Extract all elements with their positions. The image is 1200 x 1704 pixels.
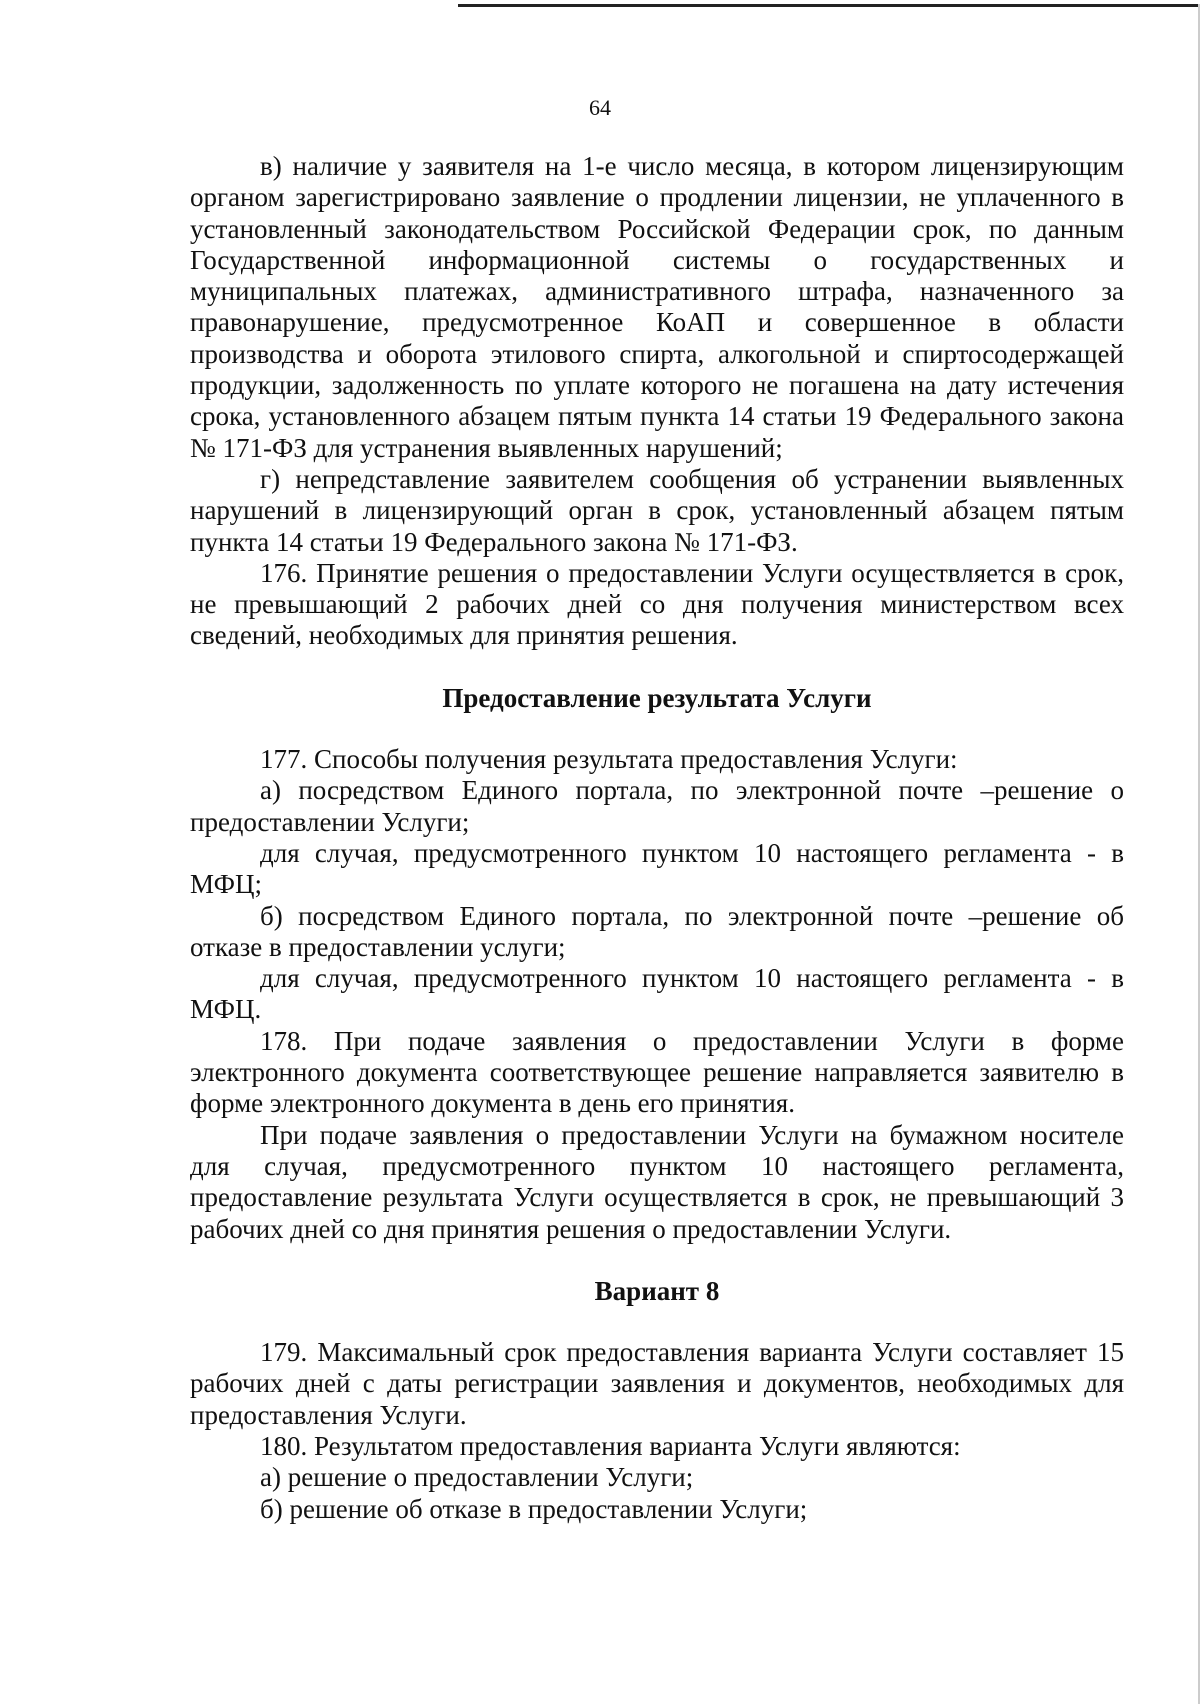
paragraph-177-b-mfc: для случая, предусмотренного пунктом 10 настоящего регламента - в МФЦ. [190,963,1124,1025]
page-number: 64 [589,95,611,120]
section-heading-result: Предоставление результата Услуги [442,682,872,713]
scan-border-top [458,4,1200,7]
paragraph-178: 178. При подаче заявления о предоставлении Услуги в форме электронного документа соответствующее решение направляется заявителю в форме электронного документа в день его принятия. [190,1025,1124,1119]
spacer [190,652,1124,683]
paragraph-180: 180. Результатом предоставления варианта Услуги являются: [260,1430,961,1461]
paragraph-180-b: б) решение об отказе в предоставлении Услуги; [260,1493,808,1524]
paragraph-g-no-report: г) непредставление заявителем сообщения об устранении выявленных нарушений в лицензирующий орган в срок, установленный абзацем пятым пункта 14 статьи 19 Федерального закона № 171-ФЗ. [190,463,1124,557]
paragraph-177-a: а) посредством Единого портала, по электронной почте –решение о предоставлении Услуги; [190,775,1124,837]
paragraph-178-paper: При подаче заявления о предоставлении Услуги на бумажном носителе для случая, предусмотренного пунктом 10 настоящего регламента, предоставление результата Услуги осуществляется в срок, не превышающий 3 рабочих дней со дня принятия решения о предоставлении Услуги. [190,1119,1124,1244]
section-heading-variant-8: Вариант 8 [594,1275,720,1306]
paragraph-180-a: а) решение о предоставлении Услуги; [260,1462,694,1493]
spacer [190,1245,1124,1276]
spacer [190,714,1124,744]
paragraph-v-fine-debt: в) наличие у заявителя на 1-е число месяца, в котором лицензирующим органом зарегистрировано заявление о продлении лицензии, не уплаченного в установленный законодательством Российской Федерации срок, по данным Государственной информационной системы о государственных и муниципальных платежах, административного штрафа, назначенного за правонарушение, предусмотренное КоАП и совершенное в области производства и оборота этилового спирта, алкогольной и спиртосодержащей продукции, задолженность по уплате которого не погашена на дату истечения срока, установленного абзацем пятым пункта 14 статьи 19 Федерального закона № 171-ФЗ для устранения выявленных нарушений; [190,151,1124,463]
paragraph-177: 177. Способы получения результата предоставления Услуги: [260,744,958,775]
paragraph-177-a-mfc: для случая, предусмотренного пунктом 10 настоящего регламента - в МФЦ; [190,837,1124,900]
paragraph-179: 179. Максимальный срок предоставления варианта Услуги составляет 15 рабочих дней с даты регистрации заявления и документов, необходимых для предоставления Услуги. [190,1337,1124,1430]
document-body [190,151,1124,1525]
paragraph-176: 176. Принятие решения о предоставлении Услуги осуществляется в срок, не превышающий 2 рабочих дней со дня получения министерством всех сведений, необходимых для принятия решения. [190,557,1124,651]
spacer [190,1307,1124,1337]
paragraph-177-b: б) посредством Единого портала, по электронной почте –решение об отказе в предоставлении услуги; [190,900,1124,962]
